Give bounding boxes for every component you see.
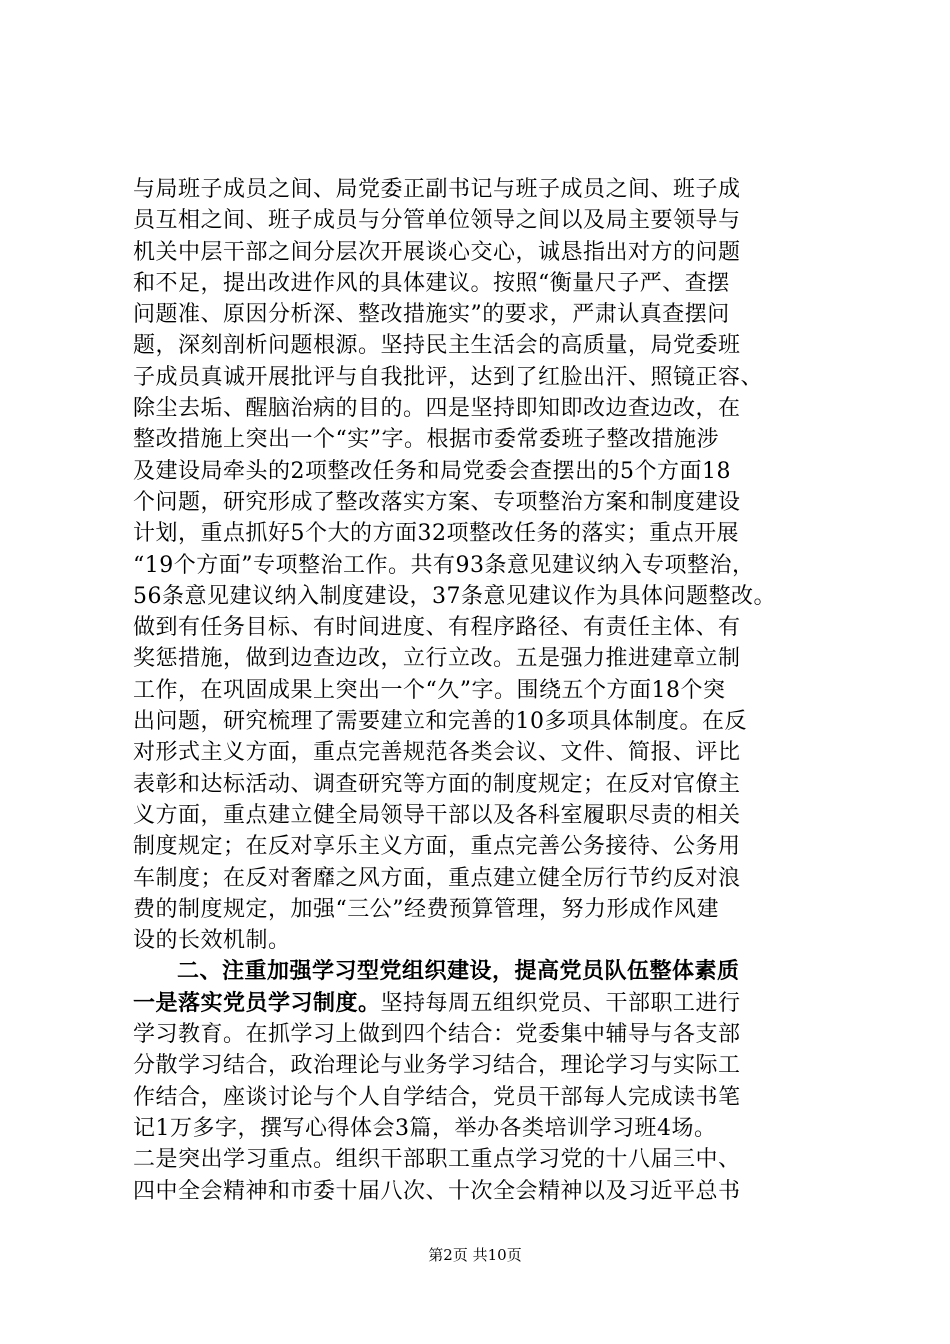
body-line: 作结合，座谈讨论与个人自学结合，党员干部每人完成读书笔 xyxy=(133,1084,741,1110)
body-line: 工作，在巩固成果上突出一个“久”字。围绕五个方面18个突 xyxy=(133,677,726,703)
body-line: 机关中层干部之间分层次开展谈心交心，诚恳指出对方的问题 xyxy=(133,239,741,265)
body-line: 做到有任务目标、有时间进度、有程序路径、有责任主体、有 xyxy=(133,615,741,641)
body-line: “19个方面”专项整治工作。共有93条意见建议纳入专项整治， xyxy=(133,552,755,578)
body-line: 制度规定；在反对享乐主义方面，重点完善公务接待、公务用 xyxy=(133,834,741,860)
body-line: 设的长效机制。 xyxy=(133,928,291,954)
body-line: 奖惩措施，做到边查边改，立行立改。五是强力推进建章立制 xyxy=(133,646,741,672)
body-line: 除尘去垢、醒脑治病的目的。四是坚持即知即改边查边改，在 xyxy=(133,396,741,422)
page-number-footer: 第2页 共10页 xyxy=(428,1246,522,1264)
body-line: 义方面，重点建立健全局领导干部以及各科室履职尽责的相关 xyxy=(133,802,741,828)
body-line: 及建设局牵头的2项整改任务和局党委会查摆出的5个方面18 xyxy=(133,458,731,484)
body-line: 员互相之间、班子成员与分管单位领导之间以及局主要领导与 xyxy=(133,208,741,234)
body-line: 和不足，提出改进作风的具体建议。按照“衡量尺子严、查摆 xyxy=(133,270,730,296)
body-line: 费的制度规定，加强“三公”经费预算管理，努力形成作风建 xyxy=(133,896,719,922)
body-line: 四中全会精神和市委十届八次、十次全会精神以及习近平总书 xyxy=(133,1178,741,1204)
body-line: 二是突出学习重点。组织干部职工重点学习党的十八届三中、 xyxy=(133,1147,741,1173)
body-line: 表彰和达标活动、调查研究等方面的制度规定；在反对官僚主 xyxy=(133,771,741,797)
body-line: 记1万多字，撰写心得体会3篇，举办各类培训学习班4场。 xyxy=(133,1115,717,1141)
body-line-bold-lead xyxy=(133,988,833,1019)
body-line: 学习教育。在抓学习上做到四个结合：党委集中辅导与各支部 xyxy=(133,1022,741,1048)
bold-lead-text: 一是落实党员学习制度。 xyxy=(133,989,381,1016)
body-line: 整改措施上突出一个“实”字。根据市委常委班子整改措施涉 xyxy=(133,427,719,453)
body-line: 子成员真诚开展批评与自我批评，达到了红脸出汗、照镜正容、 xyxy=(133,364,764,390)
bold-lead-rest: 坚持每周五组织党员、干部职工进行 xyxy=(380,990,741,1016)
body-line: 车制度；在反对奢靡之风方面，重点建立健全厉行节约反对浪 xyxy=(133,865,741,891)
document-body xyxy=(133,174,833,1207)
body-line: 分散学习结合，政治理论与业务学习结合，理论学习与实际工 xyxy=(133,1053,741,1079)
body-line: 与局班子成员之间、局党委正副书记与班子成员之间、班子成 xyxy=(133,177,741,202)
body-line: 个问题，研究形成了整改落实方案、专项整治方案和制度建设 xyxy=(133,489,741,515)
body-line: 题，深刻剖析问题根源。坚持民主生活会的高质量，局党委班 xyxy=(133,333,741,359)
body-line: 计划，重点抓好5个大的方面32项整改任务的落实；重点开展 xyxy=(133,521,739,547)
section-heading: 二、注重加强学习型党组织建设，提高党员队伍整体素质 xyxy=(177,958,740,985)
body-line: 问题准、原因分析深、整改措施实”的要求，严肃认真查摆问 xyxy=(133,302,730,328)
body-line: 对形式主义方面，重点完善规范各类会议、文件、简报、评比 xyxy=(133,740,741,766)
body-line: 出问题，研究梳理了需要建立和完善的10多项具体制度。在反 xyxy=(133,709,747,735)
body-line: 56条意见建议纳入制度建设，37条意见建议作为具体问题整改。 xyxy=(133,583,776,609)
